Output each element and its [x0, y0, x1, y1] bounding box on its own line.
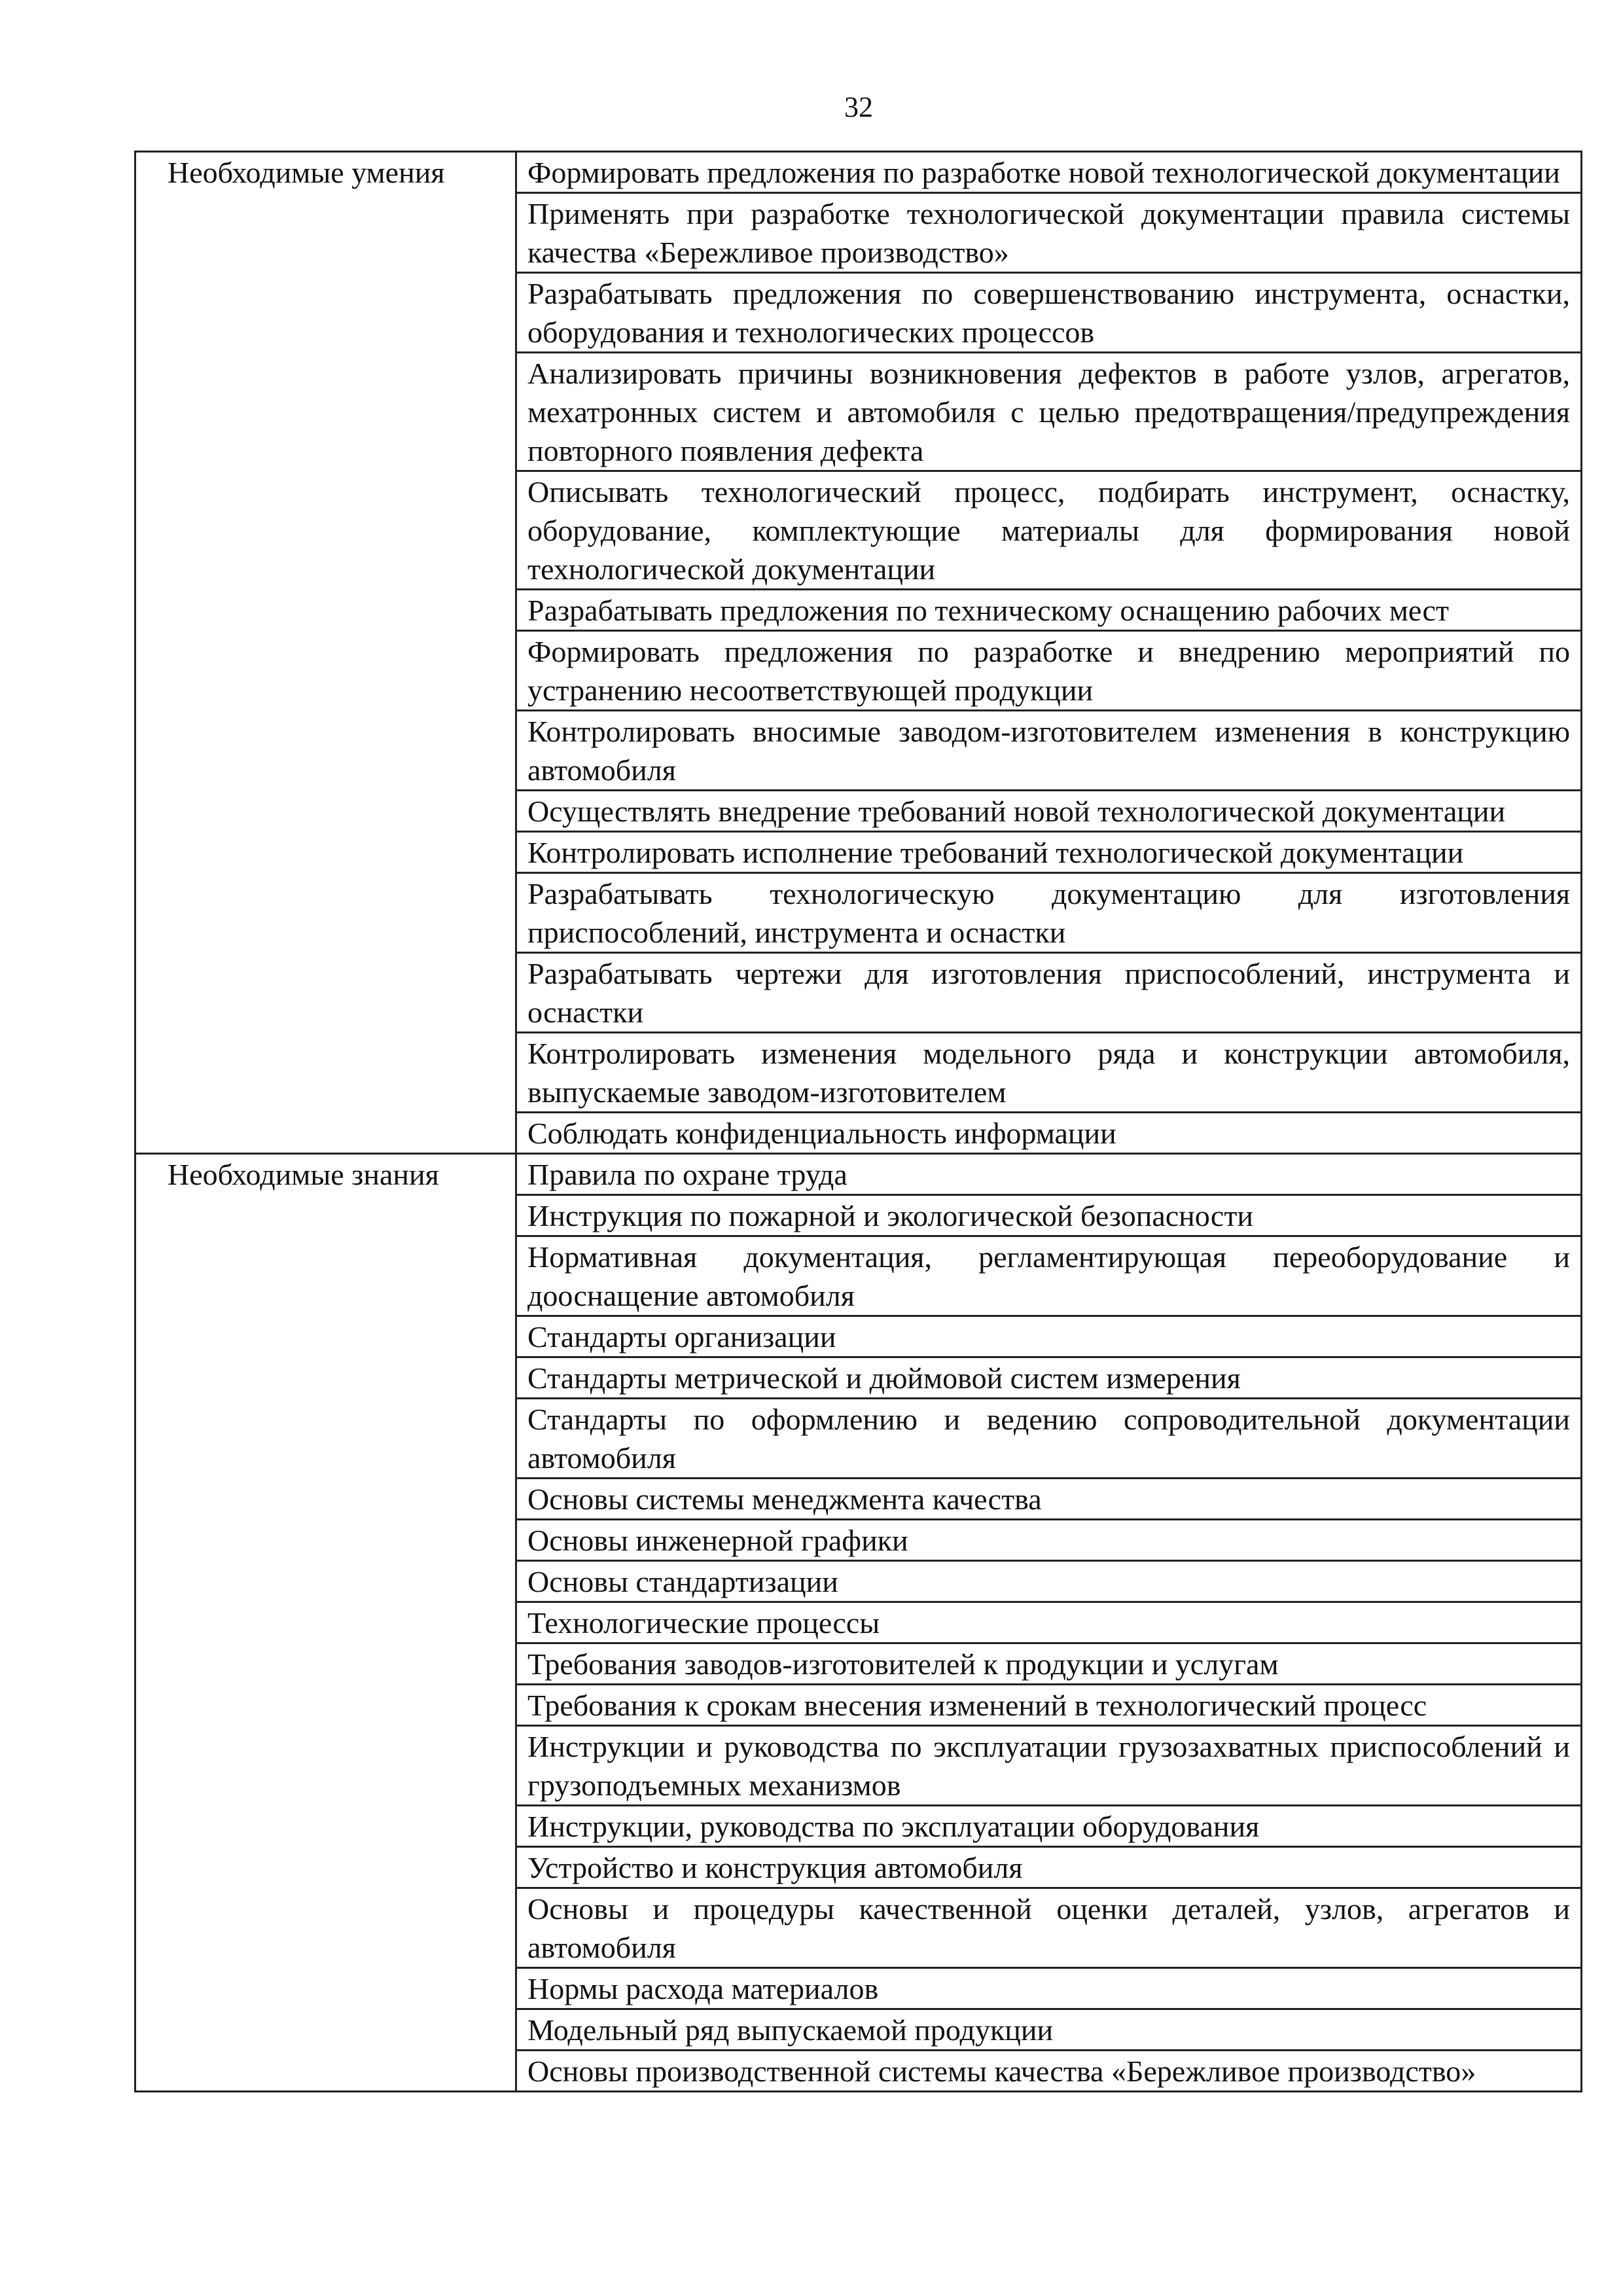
knowledge-item: Нормы расхода материалов: [516, 1968, 1582, 2009]
knowledge-item: Устройство и конструкция автомобиля: [516, 1847, 1582, 1888]
skill-item: Разрабатывать чертежи для изготовления приспособлений, инструмента и оснастки: [516, 953, 1582, 1033]
skill-item: Анализировать причины возникновения дефектов в работе узлов, агрегатов, мехатронных систем и автомобиля с целью предотвращения/предупреждения повторного появления дефекта: [516, 353, 1582, 471]
skill-item: Контролировать вносимые заводом-изготовителем изменения в конструкцию автомобиля: [516, 711, 1582, 791]
knowledge-item: Основы системы менеджмента качества: [516, 1479, 1582, 1520]
requirements-table: [134, 151, 1582, 2092]
knowledge-item: Основы производственной системы качества «Бережливое производство»: [516, 2051, 1582, 2092]
skill-item: Контролировать исполнение требований технологической документации: [516, 832, 1582, 873]
knowledge-item: Стандарты организации: [516, 1316, 1582, 1357]
knowledge-item: Стандарты метрической и дюймовой систем измерения: [516, 1357, 1582, 1399]
page-number: 32: [844, 91, 873, 123]
knowledge-item: Инструкция по пожарной и экологической безопасности: [516, 1195, 1582, 1236]
knowledge-item: Модельный ряд выпускаемой продукции: [516, 2009, 1582, 2051]
skill-item: Формировать предложения по разработке и внедрению мероприятий по устранению несоответствующей продукции: [516, 631, 1582, 711]
knowledge-item: Основы стандартизации: [516, 1561, 1582, 1602]
skill-item: Разрабатывать предложения по техническому оснащению рабочих мест: [516, 590, 1582, 631]
skill-item: Осуществлять внедрение требований новой технологической документации: [516, 791, 1582, 832]
knowledge-item: Требования к срокам внесения изменений в технологический процесс: [516, 1685, 1582, 1726]
section-label-skills: Необходимые умения: [135, 152, 516, 1154]
knowledge-item: Требования заводов-изготовителей к продукции и услугам: [516, 1643, 1582, 1685]
knowledge-item: Основы инженерной графики: [516, 1520, 1582, 1561]
skill-item: Описывать технологический процесс, подбирать инструмент, оснастку, оборудование, комплектующие материалы для формирования новой технологической документации: [516, 471, 1582, 590]
skill-item: Применять при разработке технологической документации правила системы качества «Бережливое производство»: [516, 193, 1582, 273]
requirements-table-body: [135, 152, 1582, 2092]
skill-item: Разрабатывать технологическую документацию для изготовления приспособлений, инструмента и оснастки: [516, 873, 1582, 953]
skill-item: Контролировать изменения модельного ряда и конструкции автомобиля, выпускаемые заводом-изготовителем: [516, 1033, 1582, 1113]
skill-item: Разрабатывать предложения по совершенствованию инструмента, оснастки, оборудования и технологических процессов: [516, 273, 1582, 353]
knowledge-item: Инструкции и руководства по эксплуатации грузозахватных приспособлений и грузоподъемных механизмов: [516, 1726, 1582, 1806]
knowledge-item: Стандарты по оформлению и ведению сопроводительной документации автомобиля: [516, 1399, 1582, 1479]
table-row: [135, 152, 1582, 193]
skill-item: Формировать предложения по разработке новой технологической документации: [516, 152, 1582, 193]
table-row: [135, 1154, 1582, 1195]
knowledge-item: Нормативная документация, регламентирующая переоборудование и дооснащение автомобиля: [516, 1236, 1582, 1316]
section-label-knowledge: Необходимые знания: [135, 1154, 516, 2092]
knowledge-item: Основы и процедуры качественной оценки деталей, узлов, агрегатов и автомобиля: [516, 1888, 1582, 1968]
knowledge-item: Правила по охране труда: [516, 1154, 1582, 1195]
knowledge-item: Инструкции, руководства по эксплуатации оборудования: [516, 1806, 1582, 1847]
knowledge-item: Технологические процессы: [516, 1602, 1582, 1643]
skill-item: Соблюдать конфиденциальность информации: [516, 1113, 1582, 1154]
